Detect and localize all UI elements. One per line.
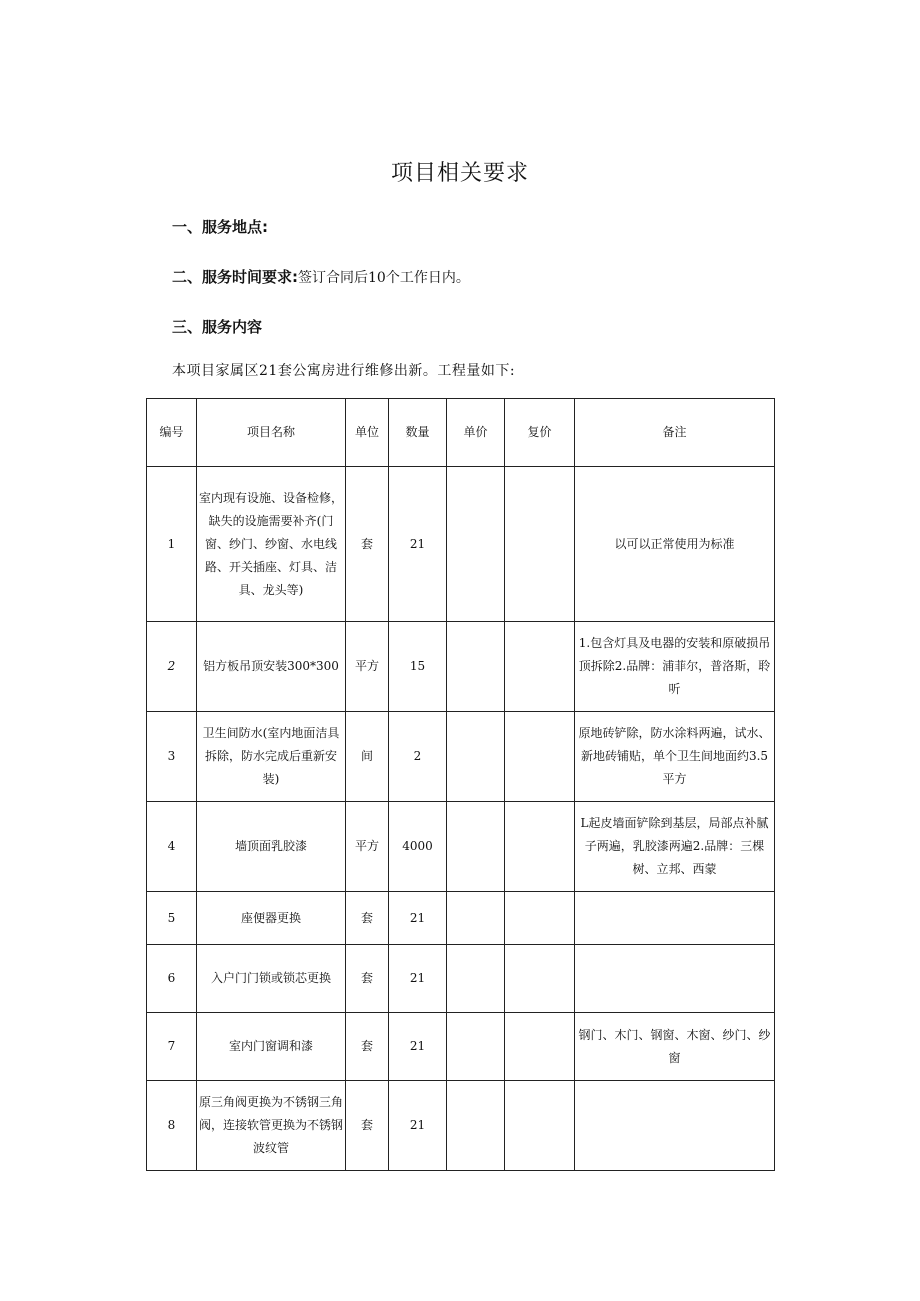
row-number: 7 xyxy=(147,1013,197,1081)
row-number: 4 xyxy=(147,802,197,892)
header-cell: 备注 xyxy=(575,399,775,467)
item-quantity: 4000 xyxy=(389,802,447,892)
item-note: 以可以正常使用为标准 xyxy=(575,467,775,622)
item-unit-price xyxy=(447,1013,505,1081)
item-total-price xyxy=(505,1013,575,1081)
item-unit: 套 xyxy=(346,1013,389,1081)
table-row xyxy=(147,712,775,802)
row-number: 8 xyxy=(147,1081,197,1171)
header-cell: 编号 xyxy=(147,399,197,467)
item-unit: 平方 xyxy=(346,802,389,892)
item-unit: 间 xyxy=(346,712,389,802)
header-cell: 数量 xyxy=(389,399,447,467)
intro-paragraph: 本项目家属区21套公寓房进行维修出新。工程量如下: xyxy=(172,363,516,379)
item-unit: 套 xyxy=(346,892,389,945)
item-unit: 套 xyxy=(346,467,389,622)
section-text: 签订合同后10个工作日内。 xyxy=(298,270,470,286)
item-unit-price xyxy=(447,802,505,892)
item-quantity: 21 xyxy=(389,1013,447,1081)
section-service-time xyxy=(172,266,470,287)
item-note: 1.包含灯具及电器的安装和原破损吊顶拆除2.品牌：浦菲尔，普洛斯，聆听 xyxy=(575,622,775,712)
header-cell: 单位 xyxy=(346,399,389,467)
item-note xyxy=(575,945,775,1013)
item-name: 室内现有设施、设备检修，缺失的设施需要补齐(门窗、纱门、纱窗、水电线路、开关插座、灯具、洁具、龙头等) xyxy=(197,467,346,622)
section-label: 二、服务时间要求: xyxy=(172,268,298,286)
section-label: 一、服务地点: xyxy=(172,218,268,236)
item-unit-price xyxy=(447,622,505,712)
item-total-price xyxy=(505,712,575,802)
item-quantity: 21 xyxy=(389,892,447,945)
item-unit-price xyxy=(447,712,505,802)
item-quantity: 21 xyxy=(389,467,447,622)
table-row xyxy=(147,1081,775,1171)
table-row xyxy=(147,1013,775,1081)
item-note xyxy=(575,892,775,945)
row-number: 2 xyxy=(147,622,197,712)
item-unit-price xyxy=(447,945,505,1013)
item-name: 座便器更换 xyxy=(197,892,346,945)
table-row xyxy=(147,945,775,1013)
item-unit-price xyxy=(447,1081,505,1171)
item-name: 室内门窗调和漆 xyxy=(197,1013,346,1081)
row-number: 6 xyxy=(147,945,197,1013)
item-unit-price xyxy=(447,467,505,622)
item-unit: 套 xyxy=(346,1081,389,1171)
item-unit: 平方 xyxy=(346,622,389,712)
table-row xyxy=(147,467,775,622)
item-quantity: 21 xyxy=(389,1081,447,1171)
section-service-location xyxy=(172,216,268,237)
item-total-price xyxy=(505,467,575,622)
item-name: 卫生间防水(室内地面洁具拆除，防水完成后重新安装) xyxy=(197,712,346,802)
item-note: L起皮墙面铲除到基层，局部点补腻子两遍，乳胶漆两遍2.品牌：三棵树、立邦、西蒙 xyxy=(575,802,775,892)
item-name: 铝方板吊顶安装300*300 xyxy=(197,622,346,712)
item-quantity: 21 xyxy=(389,945,447,1013)
item-total-price xyxy=(505,945,575,1013)
item-quantity: 2 xyxy=(389,712,447,802)
page-title: 项目相关要求 xyxy=(390,161,529,186)
row-number: 3 xyxy=(147,712,197,802)
item-name: 原三角阀更换为不锈钢三角阀，连接软管更换为不锈钢波纹管 xyxy=(197,1081,346,1171)
item-unit-price xyxy=(447,892,505,945)
item-total-price xyxy=(505,622,575,712)
item-note: 钢门、木门、钢窗、木窗、纱门、纱窗 xyxy=(575,1013,775,1081)
item-total-price xyxy=(505,802,575,892)
table-row xyxy=(147,802,775,892)
item-total-price xyxy=(505,892,575,945)
item-quantity: 15 xyxy=(389,622,447,712)
section-label: 三、服务内容 xyxy=(172,318,263,336)
row-number: 1 xyxy=(147,467,197,622)
item-name: 墙顶面乳胶漆 xyxy=(197,802,346,892)
table-row xyxy=(147,622,775,712)
header-cell: 项目名称 xyxy=(197,399,346,467)
item-note xyxy=(575,1081,775,1171)
work-quantity-table xyxy=(146,398,775,1171)
item-unit: 套 xyxy=(346,945,389,1013)
item-total-price xyxy=(505,1081,575,1171)
header-cell: 单价 xyxy=(447,399,505,467)
header-cell: 复价 xyxy=(505,399,575,467)
section-service-content xyxy=(172,316,262,337)
item-note: 原地砖铲除，防水涂料两遍，试水、新地砖铺贴，单个卫生间地面约3.5平方 xyxy=(575,712,775,802)
row-number: 5 xyxy=(147,892,197,945)
table-row xyxy=(147,892,775,945)
item-name: 入户门门锁或锁芯更换 xyxy=(197,945,346,1013)
table-header-row xyxy=(147,399,775,467)
